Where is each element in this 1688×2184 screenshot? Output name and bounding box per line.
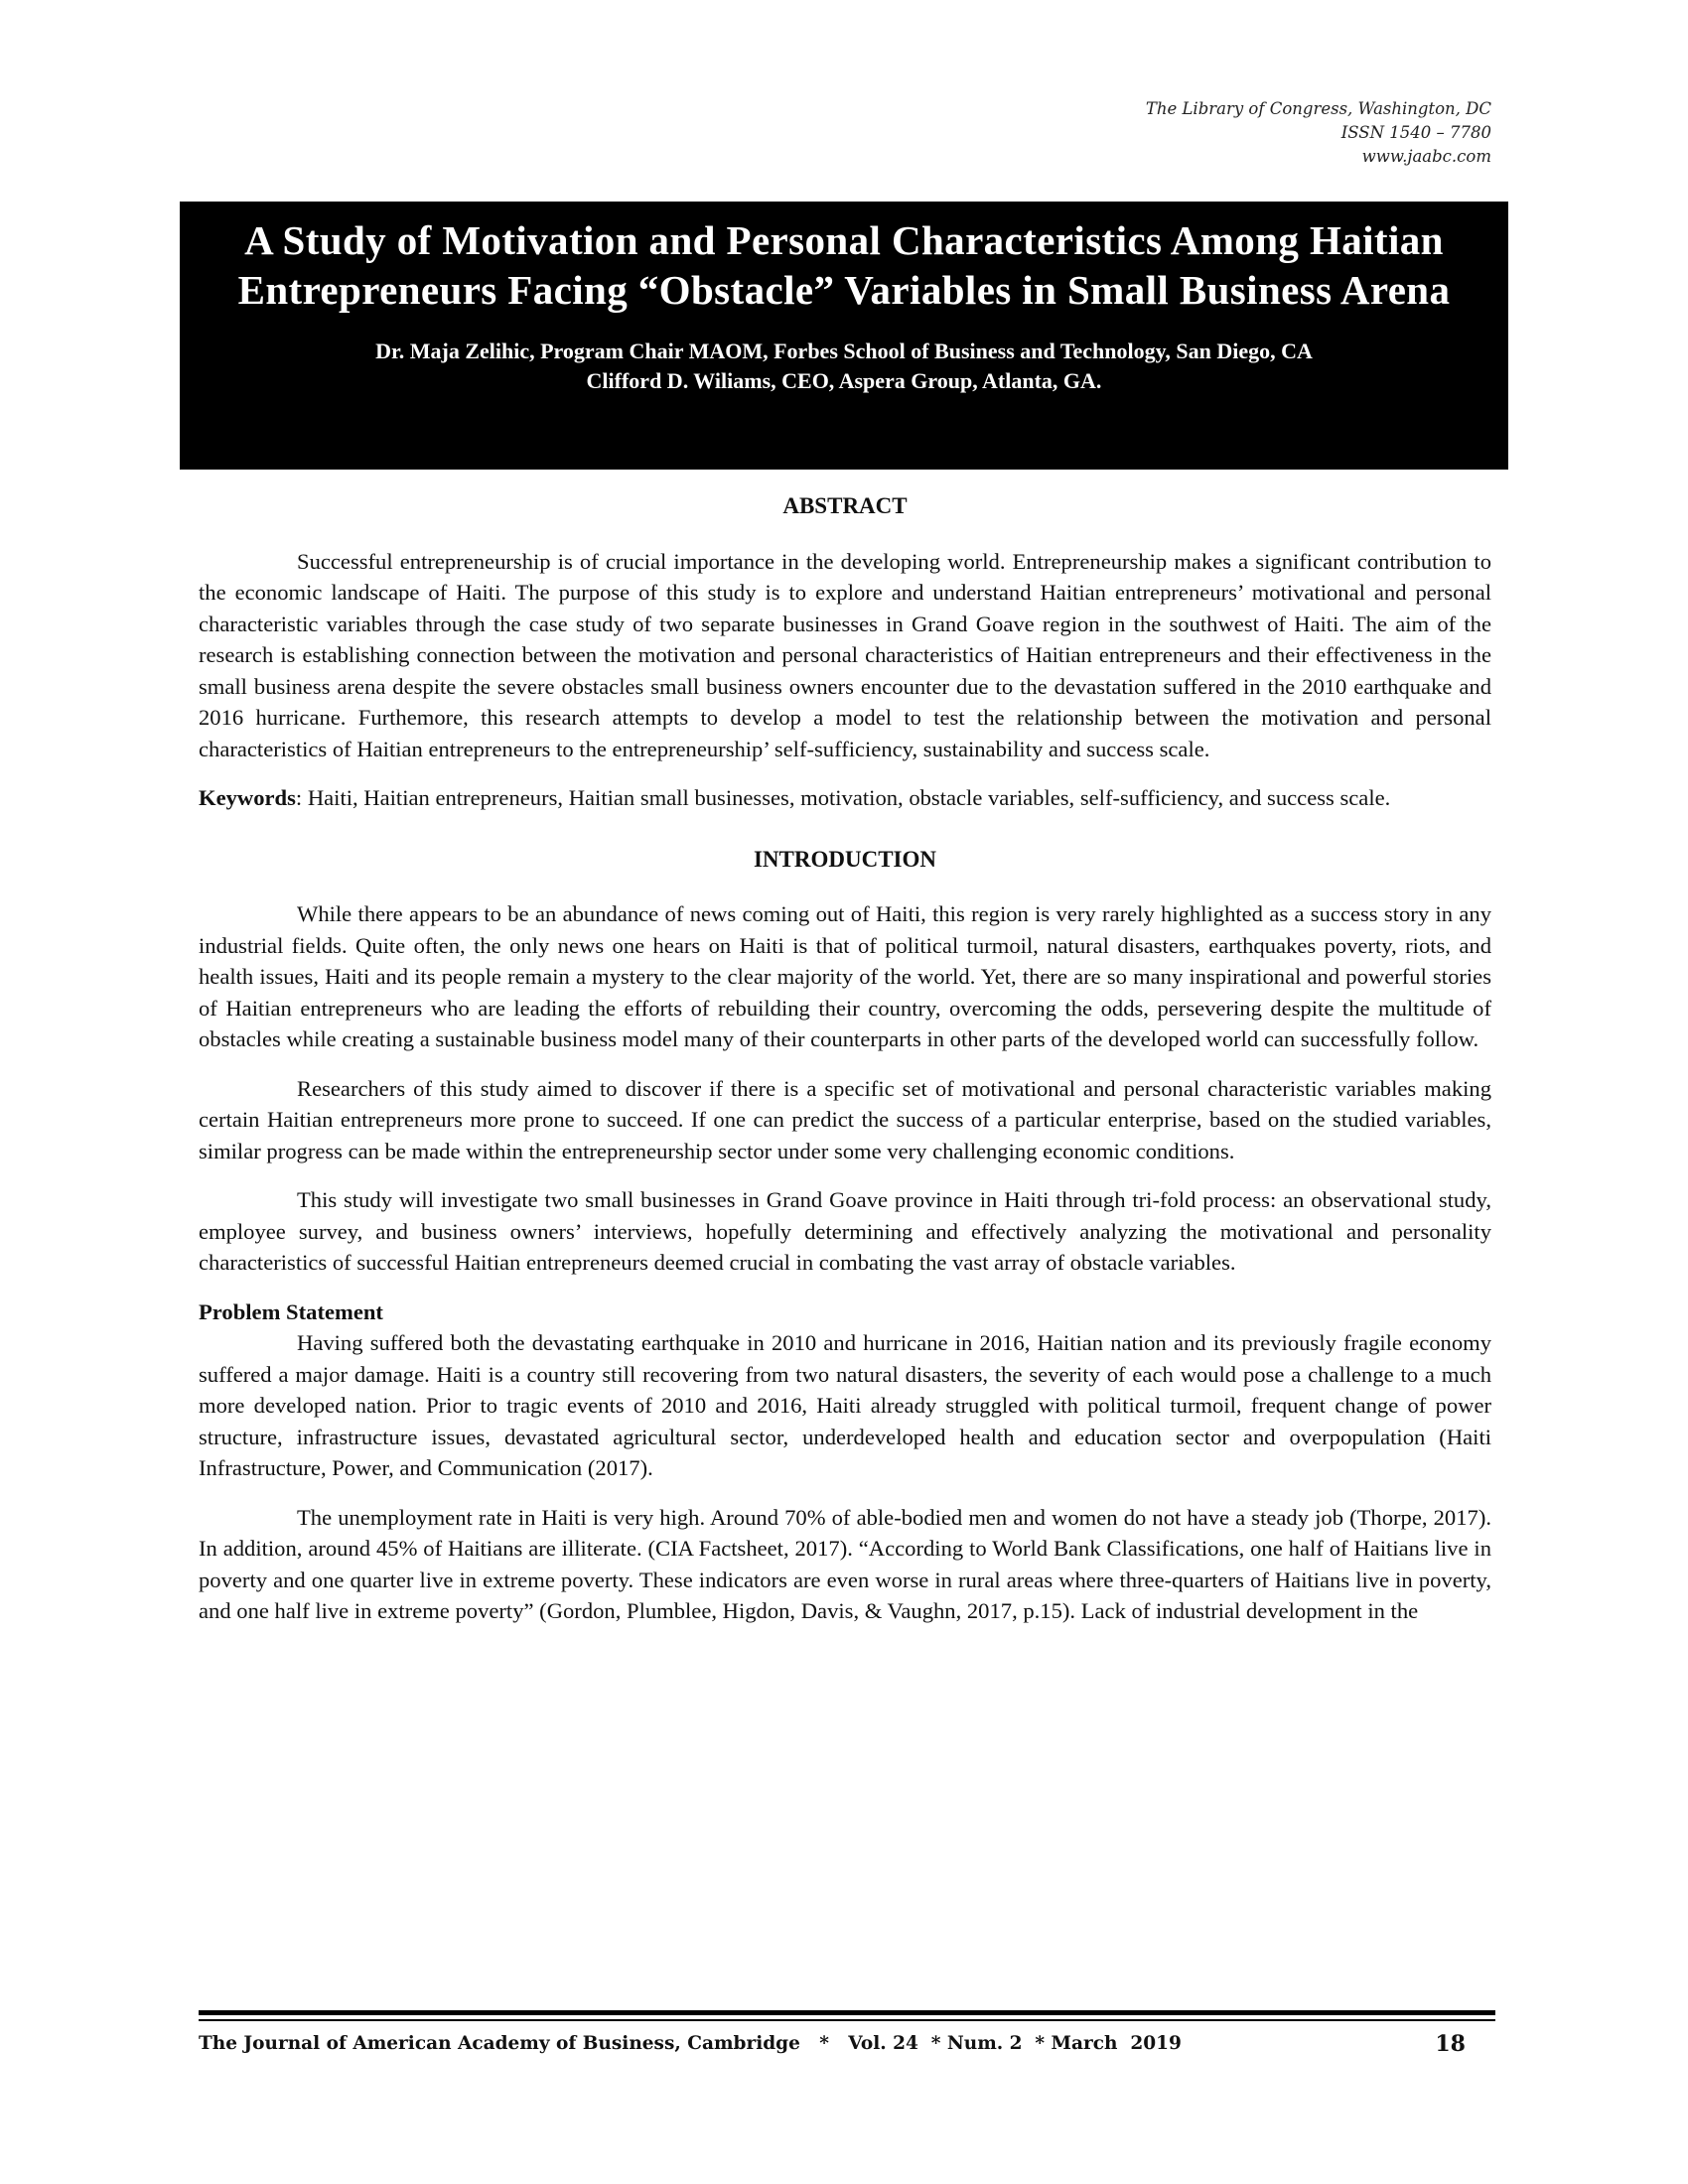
author-list: [180, 337, 1508, 396]
issn-line: ISSN 1540 – 7780: [1340, 123, 1491, 142]
problem-statement-heading: Problem Statement: [199, 1298, 383, 1324]
intro-paragraph: While there appears to be an abundance of news coming out of Haiti, this region is very rarely highlighted as a success story in any industrial fields. Quite often, the only news one hears on Haiti is that of political turmoil, natural disasters, earthquakes poverty, riots, and health issues, Haiti and its people remain a mystery to the clear majority of the world. Yet, there are so many inspirational and powerful stories of Haitian entrepreneurs who are leading the efforts of rebuilding their country, overcoming the odds, persevering despite the multitude of obstacles while creating a sustainable business model many of their counterparts in other parts of the developed world can successfully follow.: [199, 901, 1491, 1051]
publication-meta: [1146, 97, 1491, 169]
author-1: Dr. Maja Zelihic, Program Chair MAOM, Forbes School of Business and Technology, San Diego, CA: [375, 339, 1313, 363]
author-2: Clifford D. Wiliams, CEO, Aspera Group, Atlanta, GA.: [586, 368, 1102, 393]
journal-citation: The Journal of American Academy of Business, Cambridge * Vol. 24 * Num. 2 * March 2019: [199, 2033, 1182, 2054]
paper-title: A Study of Motivation and Personal Characteristics Among Haitian Entrepreneurs Facing “Obstacle” Variables in Small Business Arena: [237, 217, 1451, 313]
keywords: [199, 782, 1491, 814]
publisher-line: The Library of Congress, Washington, DC: [1145, 99, 1491, 118]
title-banner: [180, 202, 1508, 470]
intro-paragraph: This study will investigate two small businesses in Grand Goave province in Haiti through tri-fold process: an observational study, employee survey, and business owners’ interviews, hopefully determining and effectively analyzing the motivational and personality characteristics of successful Haitian entrepreneurs deemed crucial in combating the vast array of obstacle variables.: [199, 1187, 1491, 1275]
page-number: 18: [1435, 2031, 1466, 2057]
abstract-text: Successful entrepreneurship is of crucial importance in the developing world. Entrepreneurship makes a significant contribution to the economic landscape of Haiti. The purpose of this study is to explore and understand Haitian entrepreneurs’ motivational and personal characteristic variables through the case study of two separate businesses in Grand Goave region in the southwest of Haiti. The aim of the research is establishing connection between the motivation and personal characteristics of Haitian entrepreneurs and their effectiveness in the small business arena despite the severe obstacles small business owners encounter due to the devastation suffered in the 2010 earthquake and 2016 hurricane. Furthemore, this research attempts to develop a model to test the relationship between the motivation and personal characteristics of Haitian entrepreneurs to the entrepreneurship’ self-sufficiency, sustainability and success scale.: [199, 548, 1491, 761]
problem-paragraph: Having suffered both the devastating earthquake in 2010 and hurricane in 2016, Haitian nation and its previously fragile economy suffered a major damage. Haiti is a country still recovering from two natural disasters, the severity of each would pose a challenge to a much more developed nation. Prior to tragic events of 2010 and 2016, Haiti already struggled with political turmoil, frequent change of power structure, infrastructure issues, devastated agricultural sector, underdeveloped health and education sector and overpopulation (Haiti Infrastructure, Power, and Communication (2017).: [199, 1330, 1491, 1480]
footer-rule: [199, 2019, 1495, 2021]
problem-paragraph: The unemployment rate in Haiti is very high. Around 70% of able-bodied men and women do not have a steady job (Thorpe, 2017). In addition, around 45% of Haitians are illiterate. (CIA Factsheet, 2017). “According to World Bank Classifications, one half of Haitians live in poverty and one quarter live in extreme poverty. These indicators are even worse in rural areas where three-quarters of Haitians live in poverty, and one half live in extreme poverty” (Gordon, Plumblee, Higdon, Davis, & Vaughn, 2017, p.15). Lack of industrial development in the: [199, 1504, 1491, 1623]
abstract-heading: ABSTRACT: [782, 493, 908, 518]
keywords-label: Keywords: [199, 785, 296, 810]
introduction-heading: INTRODUCTION: [753, 846, 937, 872]
footer-rule: [199, 2010, 1495, 2015]
article-body: [199, 490, 1491, 1645]
intro-paragraph: Researchers of this study aimed to discover if there is a specific set of motivational and personal characteristic variables making certain Haitian entrepreneurs more prone to succeed. If one can predict the success of a particular enterprise, based on the studied variables, similar progress can be made within the entrepreneurship sector under some very challenging economic conditions.: [199, 1075, 1491, 1163]
website-line: www.jaabc.com: [1361, 147, 1491, 166]
keywords-text: : Haiti, Haitian entrepreneurs, Haitian small businesses, motivation, obstacle variables, self-sufficiency, and success scale.: [295, 785, 1391, 810]
